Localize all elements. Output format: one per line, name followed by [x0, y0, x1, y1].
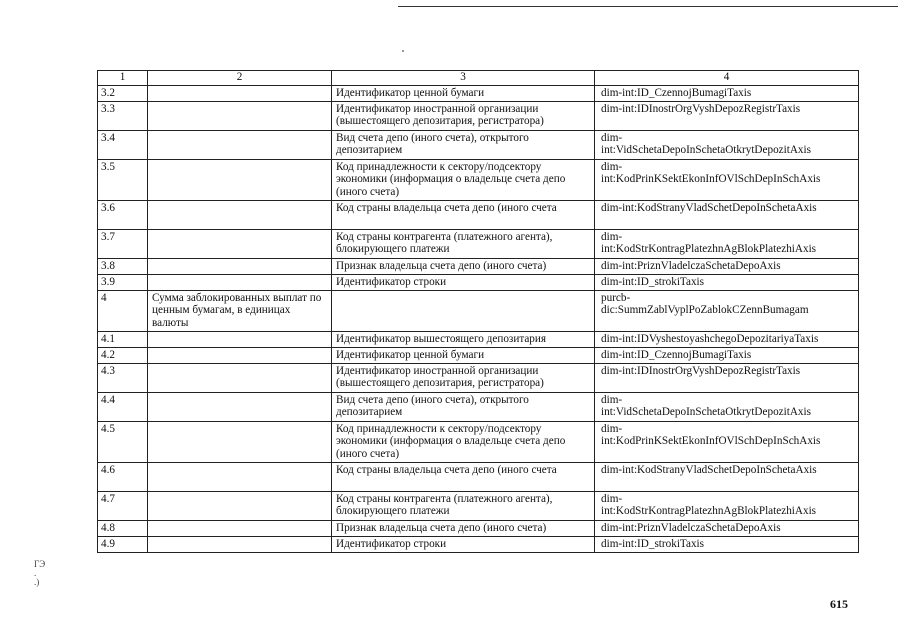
table-cell-c4: dim-int:ID_CzennojBumagiTaxis	[595, 348, 859, 364]
table-cell-c2	[148, 102, 332, 131]
table-row	[98, 291, 859, 332]
table-cell-c2	[148, 230, 332, 259]
table-cell-c4: dim-int:IDInostrOrgVyshDepozRegistrTaxis	[595, 102, 859, 131]
table-cell-c4: dim-int:PriznVladelczaSchetaDepoAxis	[595, 521, 859, 537]
table-row	[98, 332, 859, 348]
table-row	[98, 348, 859, 364]
table-cell-c3	[332, 291, 595, 332]
table-cell-c2	[148, 492, 332, 521]
table-row	[98, 463, 859, 492]
table-cell-c1: 4.1	[98, 332, 148, 348]
table-row	[98, 86, 859, 102]
table-cell-c2	[148, 364, 332, 393]
table-cell-c2	[148, 275, 332, 291]
table-row	[98, 275, 859, 291]
table-cell-c4: dim- int:KodPrinKSektEkonInfOVlSchDepInSchAxis	[595, 160, 859, 201]
top-rule	[398, 6, 898, 7]
table-cell-c1: 3.2	[98, 86, 148, 102]
table-row	[98, 102, 859, 131]
table-cell-c1: 3.5	[98, 160, 148, 201]
table-cell-c2	[148, 537, 332, 553]
table-cell-c2	[148, 160, 332, 201]
table-cell-c3: Идентификатор вышестоящего депозитария	[332, 332, 595, 348]
table-cell-c1: 4.3	[98, 364, 148, 393]
table-row	[98, 259, 859, 275]
table-cell-c1: 3.9	[98, 275, 148, 291]
table-cell-c3: Вид счета депо (иного счета), открытого депозитарием	[332, 131, 595, 160]
header-cell-1: 1	[98, 71, 148, 86]
table-cell-c1: 3.6	[98, 201, 148, 230]
table-cell-c4: dim- int:VidSchetaDepoInSchetaOtkrytDepozitAxis	[595, 393, 859, 422]
table-cell-c4: purcb- dic:SummZablVyplPoZablokCZennBumagam	[595, 291, 859, 332]
table-cell-c2	[148, 463, 332, 492]
table-cell-c4: dim- int:KodStrKontragPlatezhnAgBlokPlatezhiAxis	[595, 492, 859, 521]
table-cell-c1: 4.5	[98, 422, 148, 463]
table-cell-c1: 3.7	[98, 230, 148, 259]
table-cell-c4: dim-int:IDVyshestoyashchegoDepozitariyaTaxis	[595, 332, 859, 348]
table-cell-c2	[148, 521, 332, 537]
table-cell-c1: 3.3	[98, 102, 148, 131]
table-row	[98, 393, 859, 422]
table-cell-c4: dim- int:KodStrKontragPlatezhnAgBlokPlatezhiAxis	[595, 230, 859, 259]
table-cell-c3: Идентификатор ценной бумаги	[332, 86, 595, 102]
table-row	[98, 160, 859, 201]
header-cell-2: 2	[148, 71, 332, 86]
document-table	[97, 70, 859, 553]
table-cell-c4: dim-int:IDInostrOrgVyshDepozRegistrTaxis	[595, 364, 859, 393]
table-cell-c4: dim- int:KodPrinKSektEkonInfOVlSchDepInSchAxis	[595, 422, 859, 463]
table-cell-c2: Сумма заблокированных выплат по ценным бумагам, в единицах валюты	[148, 291, 332, 332]
table-cell-c3: Код принадлежности к сектору/подсектору экономики (информация о владельце счета депо (иного счета)	[332, 422, 595, 463]
table-cell-c2	[148, 332, 332, 348]
table-header-row	[98, 71, 859, 86]
table-cell-c1: 4.8	[98, 521, 148, 537]
table-cell-c2	[148, 422, 332, 463]
table-cell-c4: dim-int:KodStranyVladSchetDepoInSchetaAxis	[595, 201, 859, 230]
table-cell-c2	[148, 86, 332, 102]
table-row	[98, 537, 859, 553]
table-cell-c3: Признак владельца счета депо (иного счета)	[332, 259, 595, 275]
table-row	[98, 230, 859, 259]
table-cell-c3: Признак владельца счета депо (иного счета)	[332, 521, 595, 537]
header-cell-4: 4	[595, 71, 859, 86]
table-cell-c3: Идентификатор строки	[332, 537, 595, 553]
table-cell-c1: 4.6	[98, 463, 148, 492]
table-cell-c3: Код страны контрагента (платежного агента), блокирующего платежи	[332, 492, 595, 521]
table-cell-c1: 4.4	[98, 393, 148, 422]
table-cell-c4: dim-int:KodStranyVladSchetDepoInSchetaAxis	[595, 463, 859, 492]
table-cell-c3: Идентификатор ценной бумаги	[332, 348, 595, 364]
table-cell-c3: Код страны контрагента (платежного агента), блокирующего платежи	[332, 230, 595, 259]
page-number: 615	[830, 597, 848, 611]
table-row	[98, 422, 859, 463]
table-cell-c2	[148, 393, 332, 422]
header-cell-3: 3	[332, 71, 595, 86]
table-cell-c2	[148, 348, 332, 364]
table-cell-c1: 4	[98, 291, 148, 332]
table-cell-c3: Идентификатор иностранной организации (вышестоящего депозитария, регистратора)	[332, 364, 595, 393]
table-cell-c3: Вид счета депо (иного счета), открытого депозитарием	[332, 393, 595, 422]
table-cell-c3: Код страны владельца счета депо (иного счета	[332, 201, 595, 230]
table-cell-c1: 3.8	[98, 259, 148, 275]
scan-speck	[402, 50, 404, 52]
table-row	[98, 492, 859, 521]
table-cell-c3: Идентификатор строки	[332, 275, 595, 291]
table-cell-c2	[148, 131, 332, 160]
table-cell-c4: dim-int:ID_strokiTaxis	[595, 275, 859, 291]
table-cell-c4: dim-int:ID_strokiTaxis	[595, 537, 859, 553]
margin-scan-mark: ГЭ . .)	[34, 559, 46, 587]
table-cell-c4: dim-int:PriznVladelczaSchetaDepoAxis	[595, 259, 859, 275]
table-cell-c1: 3.4	[98, 131, 148, 160]
table-cell-c3: Код принадлежности к сектору/подсектору экономики (информация о владельце счета депо (иного счета)	[332, 160, 595, 201]
table-row	[98, 201, 859, 230]
table-row	[98, 364, 859, 393]
table-cell-c4: dim-int:ID_CzennojBumagiTaxis	[595, 86, 859, 102]
table-cell-c1: 4.2	[98, 348, 148, 364]
table-row	[98, 131, 859, 160]
table-cell-c4: dim- int:VidSchetaDepoInSchetaOtkrytDepozitAxis	[595, 131, 859, 160]
table-cell-c2	[148, 201, 332, 230]
table-cell-c2	[148, 259, 332, 275]
table-cell-c1: 4.9	[98, 537, 148, 553]
table-cell-c3: Код страны владельца счета депо (иного счета	[332, 463, 595, 492]
table-cell-c3: Идентификатор иностранной организации (вышестоящего депозитария, регистратора)	[332, 102, 595, 131]
table-cell-c1: 4.7	[98, 492, 148, 521]
table-row	[98, 521, 859, 537]
